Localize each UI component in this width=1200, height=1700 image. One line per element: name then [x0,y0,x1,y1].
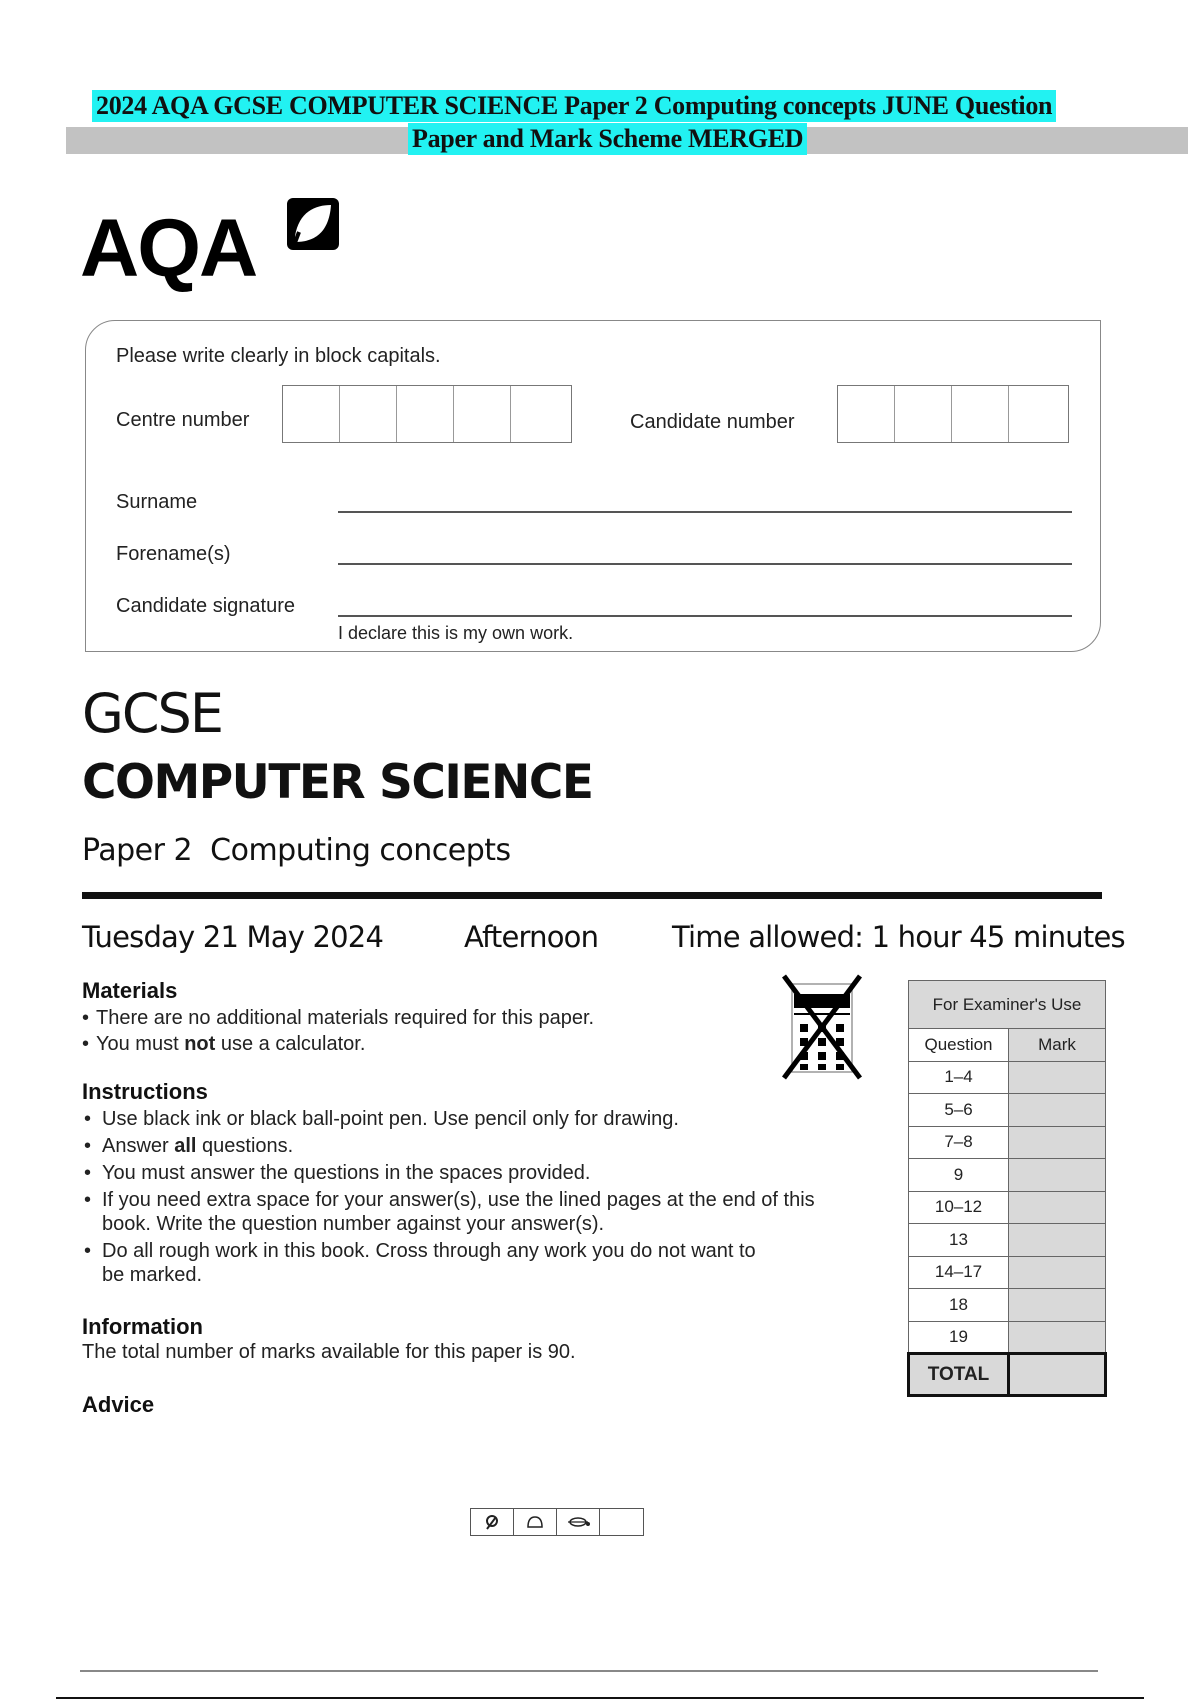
materials-heading: Materials [82,978,178,1003]
surname-field[interactable] [338,511,1072,513]
instructions-list [82,1107,862,1290]
table-row [909,1191,1106,1224]
instruction-item: • If you need extra space for your answer(s), use the lined pages at the end of this book. Write the question number against your answer(s). [82,1188,852,1236]
table-row [909,1061,1106,1094]
candidate-number-digit-3[interactable] [952,386,1009,442]
materials-item: • There are no additional materials required for this paper. [82,1006,782,1030]
candidate-number-label: Candidate number [630,411,795,433]
forenames-field[interactable] [338,563,1072,565]
oval-symbol-icon [514,1509,557,1535]
mark-cell [1009,1224,1106,1257]
mark-cell [1009,1321,1106,1354]
mark-cell [1009,1061,1106,1094]
centre-number-digit-5[interactable] [511,386,568,442]
table-row [909,1289,1106,1322]
total-row [909,1354,1106,1396]
question-cell: 19 [909,1321,1009,1354]
instruction-item: • Do all rough work in this book. Cross through any work you do not want to be marked. [82,1239,782,1287]
instruction-item: • Use black ink or black ball-point pen. Use pencil only for drawing. [82,1107,862,1131]
table-row [909,1256,1106,1289]
question-column-header: Question [909,1029,1009,1062]
table-row [909,1224,1106,1257]
mark-column-header: Mark [1009,1029,1106,1062]
mark-cell [1009,1289,1106,1322]
centre-number-digit-3[interactable] [397,386,454,442]
banner-title-line2: Paper and Mark Scheme MERGED [408,123,807,155]
mark-cell [1009,1159,1106,1192]
blank-symbol-box [600,1509,643,1535]
centre-number-label: Centre number [116,409,250,431]
centre-number-digit-4[interactable] [454,386,511,442]
candidate-number-field[interactable] [837,385,1069,443]
centre-number-digit-1[interactable] [283,386,340,442]
surname-label: Surname [116,491,198,513]
materials-item: • You must not use a calculator. [82,1032,782,1056]
instruction-item: • Answer all questions. [82,1134,862,1158]
instruction-item: • You must answer the questions in the spaces provided. [82,1161,862,1185]
candidate-number-digit-4[interactable] [1009,386,1066,442]
paper-title: Paper 2 Computing concepts [82,833,511,868]
advice-heading: Advice [82,1392,155,1417]
question-cell: 9 [909,1159,1009,1192]
banner-title-line1: 2024 AQA GCSE COMPUTER SCIENCE Paper 2 Computing concepts JUNE Question [92,90,1056,122]
table-row [909,1126,1106,1159]
table-row [909,1094,1106,1127]
candidate-number-digit-2[interactable] [895,386,952,442]
time-allowed: Time allowed: 1 hour 45 minutes [672,920,1125,954]
mark-cell [1009,1256,1106,1289]
materials-list [82,1006,782,1058]
document-symbol-boxes [470,1508,644,1536]
tortoise-symbol-icon [557,1509,600,1535]
footer-rule [80,1670,1098,1672]
mark-cell [1009,1126,1106,1159]
question-cell: 10–12 [909,1191,1009,1224]
forenames-label: Forename(s) [116,543,231,565]
question-cell: 13 [909,1224,1009,1257]
table-row [909,1159,1106,1192]
declaration-text: I declare this is my own work. [338,623,574,643]
title-divider [82,892,1102,899]
question-cell: 14–17 [909,1256,1009,1289]
centre-number-field[interactable] [282,385,572,443]
total-mark-cell [1009,1354,1106,1396]
aqa-logo-text: AQA [80,203,257,294]
question-cell: 5–6 [909,1094,1009,1127]
page-bottom-rule [56,1697,1144,1699]
signature-field[interactable] [338,615,1072,617]
exam-session: Afternoon [464,920,599,954]
signature-label: Candidate signature [116,595,296,617]
qualification-title: GCSE [82,682,222,745]
candidate-details-box [85,320,1101,652]
total-label: TOTAL [909,1354,1009,1396]
examiners-use-title: For Examiner's Use [909,981,1106,1029]
centre-number-digit-2[interactable] [340,386,397,442]
subject-title: COMPUTER SCIENCE [82,755,593,810]
block-capitals-instruction: Please write clearly in block capitals. [116,345,441,367]
mark-cell [1009,1191,1106,1224]
information-heading: Information [82,1314,203,1339]
mark-cell [1009,1094,1106,1127]
instructions-heading: Instructions [82,1079,208,1104]
examiners-use-table [907,980,1107,1397]
candidate-number-digit-1[interactable] [838,386,895,442]
information-text: The total number of marks available for this paper is 90. [82,1341,576,1363]
exam-date: Tuesday 21 May 2024 [82,920,384,954]
question-cell: 7–8 [909,1126,1009,1159]
aqa-leaf-icon [285,196,341,252]
access-symbol-icon [471,1509,514,1535]
question-cell: 18 [909,1289,1009,1322]
table-row [909,1321,1106,1354]
question-cell: 1–4 [909,1061,1009,1094]
no-calculator-icon [780,972,864,1082]
